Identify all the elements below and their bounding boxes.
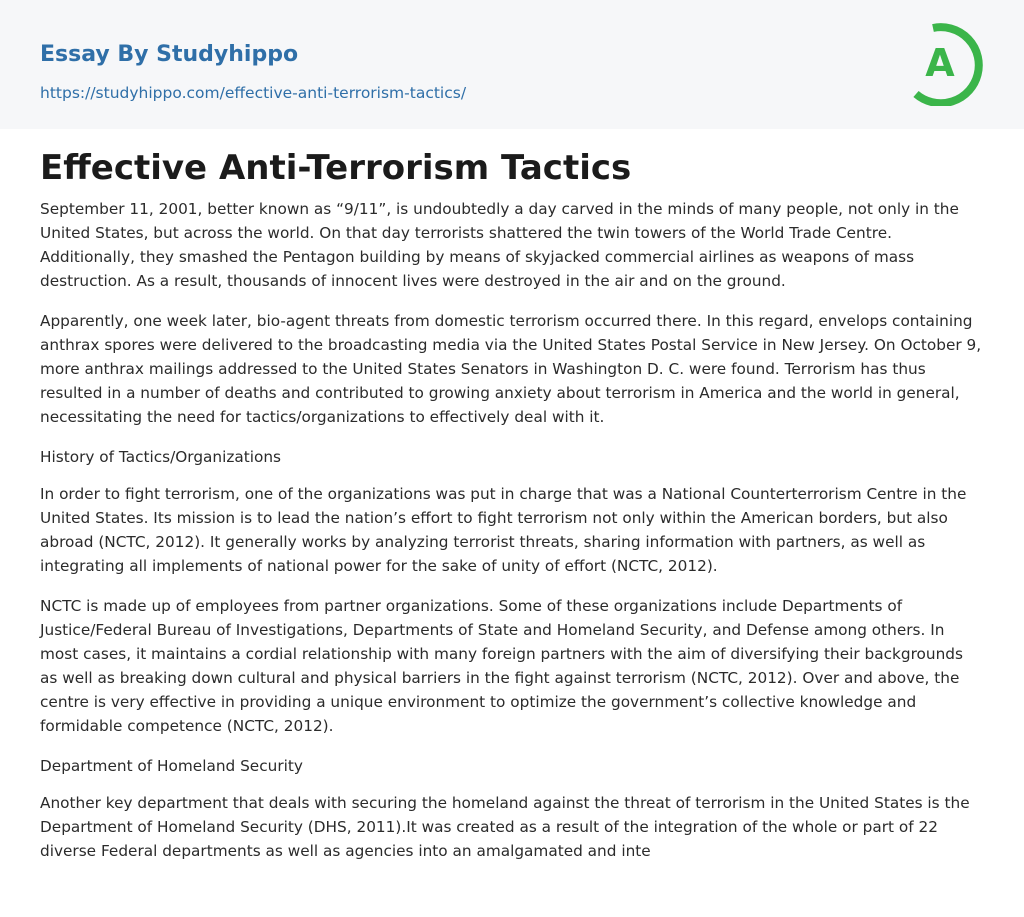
- essay-paragraph-3: In order to fight terrorism, one of the organizations was put in charge that was a National Counterterrorism Centre in the United States. Its mission is to lead the nation’s effort to fight terrorism not only within the American borders, but also abroad (NCTC, 2012). It generally works by analyzing terrorist threats, sharing information with partners, as well as integrating all implements of national power for the sake of unity of effort (NCTC, 2012).: [40, 485, 967, 575]
- page-title: Effective Anti-Terrorism Tactics: [40, 148, 632, 188]
- essay-paragraph-4: NCTC is made up of employees from partner organizations. Some of these organizations include Departments of Justice/Federal Bureau of Investigations, Departments of State and Homeland Security, and Defense among others. In most cases, it maintains a cordial relationship with many foreign partners with the aim of diversifying their backgrounds as well as breaking down cultural and physical barriers in the fight against terrorism (NCTC, 2012). Over and above, the centre is very effective in providing a unique environment to optimize the government’s collective knowledge and formidable competence (NCTC, 2012).: [40, 597, 963, 735]
- essay-paragraph-1: September 11, 2001, better known as “9/11”, is undoubtedly a day carved in the minds of many people, not only in the United States, but across the world. On that day terrorists shattered the twin towers of the World Trade Centre. Additionally, they smashed the Pentagon building by means of skyjacked commercial airlines as weapons of mass destruction. As a result, thousands of innocent lives were destroyed in the air and on the ground.: [40, 200, 959, 290]
- essay-paragraph-5: Another key department that deals with securing the homeland against the threat of terrorism in the United States is the Department of Homeland Security (DHS, 2011).It was created as a result of the integration of the whole or part of 22 diverse Federal departments as well as agencies into an amalgamated and inte: [40, 794, 970, 860]
- section-heading-history: History of Tactics/Organizations: [40, 448, 282, 466]
- studyhippo-logo-icon[interactable]: [902, 18, 988, 106]
- logo-letter: A: [925, 41, 955, 85]
- site-header: [0, 0, 1024, 129]
- section-heading-dhs: Department of Homeland Security: [40, 757, 303, 775]
- brand-title[interactable]: Essay By Studyhippo: [40, 42, 299, 67]
- essay-paragraph-2: Apparently, one week later, bio-agent threats from domestic terrorism occurred there. In this regard, envelops containing anthrax spores were delivered to the broadcasting media via the United States Postal Service in New Jersey. On October 9, more anthrax mailings addressed to the United States Senators in Washington D. C. were found. Terrorism has thus resulted in a number of deaths and contributed to growing anxiety about terrorism in America and the world in general, necessitating the need for tactics/organizations to effectively deal with it.: [40, 312, 982, 426]
- essay-content: [40, 145, 984, 879]
- essay-url-link[interactable]: https://studyhippo.com/effective-anti-terrorism-tactics/: [40, 84, 467, 102]
